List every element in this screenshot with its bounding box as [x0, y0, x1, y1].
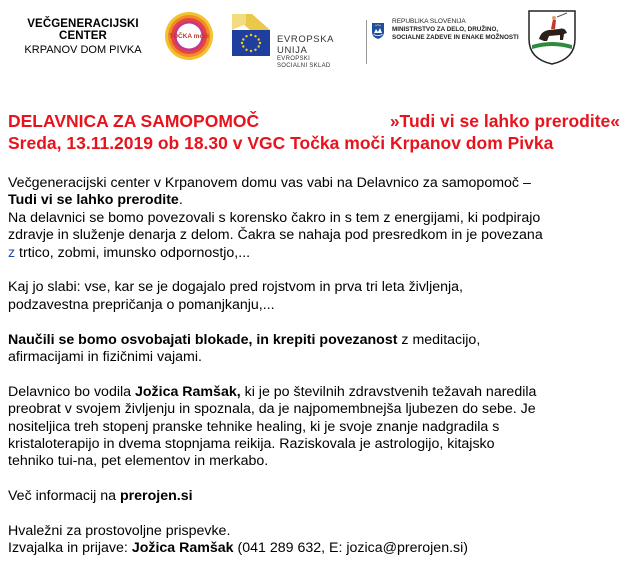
eu-line2: EVROPSKI	[277, 56, 311, 62]
leader-line-1	[8, 384, 620, 401]
contact-line	[8, 540, 620, 557]
desc-line-3-text: trtico, zobmi, imunsko odpornostjo,...	[15, 244, 251, 261]
leader-suffix: ki je po številnih zdravstvenih težavah naredila	[240, 383, 537, 400]
header-divider	[366, 20, 367, 64]
leader-line-5: tehniko tui-na, pet elementov in merkabo.	[8, 453, 269, 470]
desc-z: z	[8, 244, 16, 261]
workshop-name: »Tudi vi se lahko prerodite«	[389, 111, 620, 131]
weakens-line-2: podzavestna prepričanja o pomanjkanju,...	[8, 296, 275, 313]
leader-name: Jožica Ramšak,	[134, 383, 241, 400]
eu-logo	[230, 12, 360, 68]
ministry-line3: SOCIALNE ZADEVE IN ENAKE MOŽNOSTI	[392, 34, 519, 41]
event-description	[8, 175, 620, 558]
tocka-logo-text: TOČKA moči	[169, 33, 209, 40]
eu-line3: SOCIALNI SKLAD	[277, 63, 331, 69]
leader-prefix: Delavnico bo vodila	[8, 383, 135, 400]
pivka-crest-icon	[527, 9, 577, 65]
learn-rest: z meditacijo,	[397, 331, 481, 348]
org-subname: KRPANOV DOM PIVKA	[24, 44, 142, 56]
event-title	[8, 110, 620, 154]
leader-line-3: nositeljica treh stopenj pranske tehnike healing, ki je svoje znanje nadgradila s	[8, 418, 500, 435]
workshop-name-period: .	[178, 192, 183, 209]
desc-line-1: Na delavnici se bomo povezovali s korensko čakro in s tem z energijami, ki podpirajo	[8, 209, 541, 226]
tocka-moci-logo	[164, 11, 214, 61]
learn-bold: Naučili se bomo osvobajati blokade, in krepiti povezanost	[8, 331, 398, 348]
website-link[interactable]: prerojen.si	[119, 488, 193, 505]
workshop-title: DELAVNICA ZA SAMOPOMOČ	[8, 111, 260, 131]
contact-details: (041 289 632, E: jozica@prerojen.si)	[233, 540, 468, 557]
donations-line: Hvaležni za prostovoljne prispevke.	[8, 523, 231, 540]
org-logo-text	[8, 18, 158, 56]
weakens-line-1: Kaj jo slabi: vse, kar se je dogajalo pred rojstvom in prva tri leta življenja,	[8, 279, 463, 296]
contact-name: Jožica Ramšak	[131, 540, 234, 557]
ministry-line1: REPUBLIKA SLOVENIJA	[392, 18, 466, 25]
eu-flag-icon	[232, 30, 270, 56]
desc-line-3	[8, 245, 620, 262]
intro-line: Večgeneracijski center v Krpanovem domu vas vabi na Delavnico za samopomoč –	[8, 175, 531, 191]
ministry-text	[392, 18, 519, 42]
more-info-text: Več informacij na	[8, 488, 120, 505]
esf-arrow-icon	[232, 14, 270, 30]
slovenia-crest-icon	[372, 23, 384, 39]
event-date-location: Sreda, 13.11.2019 ob 18.30 v VGC Točka moči Krpanov dom Pivka	[8, 133, 554, 153]
learn-line-2: afirmacijami in fizičnimi vajami.	[8, 349, 202, 366]
more-info-line	[8, 488, 620, 505]
workshop-name-line	[8, 192, 620, 209]
eu-title: EVROPSKA UNIJA	[277, 34, 334, 56]
org-name: VEČGENERACIJSKI CENTER	[27, 18, 139, 42]
learn-line-1	[8, 332, 620, 349]
desc-line-2: zdravje in služenje denarja z delom. Čakra se nahaja pod presredkom in je povezana	[8, 227, 543, 244]
contact-prefix: Izvajalka in prijave:	[8, 540, 132, 557]
workshop-name-bold: Tudi vi se lahko prerodite	[8, 192, 179, 209]
leader-line-2: preobrat v svojem življenju in spoznala, da je najpomembnejša ljubezen do sebe. Je	[8, 401, 536, 418]
leader-line-4: kristaloterapijo in dvema stopnjama reikija. Raziskovala je astrologijo, kitajsko	[8, 436, 495, 453]
header	[0, 0, 629, 78]
ministry-line2: MINISTRSTVO ZA DELO, DRUŽINO,	[392, 26, 499, 33]
